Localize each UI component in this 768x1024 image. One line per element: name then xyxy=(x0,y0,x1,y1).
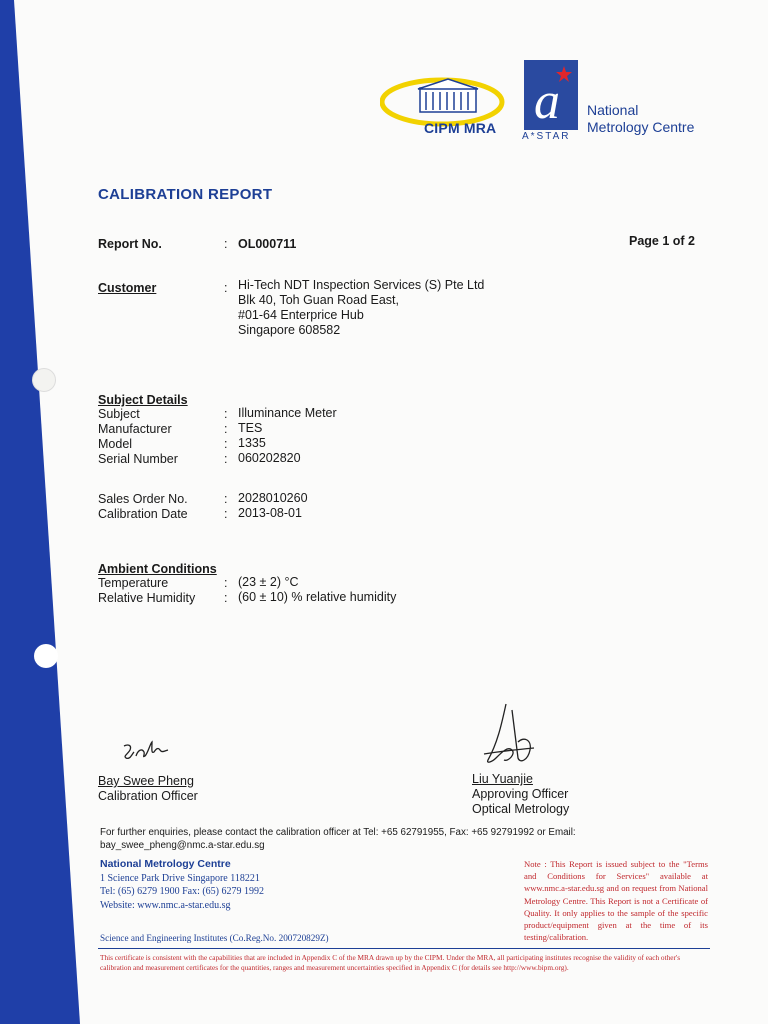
ambient-values xyxy=(238,575,396,605)
field-label: Subject xyxy=(98,407,140,421)
footer-website: Website: www.nmc.a-star.edu.sg xyxy=(100,899,231,911)
ambient-conditions-heading: Ambient Conditions xyxy=(98,562,217,576)
footer-address-line: 1 Science Park Drive Singapore 118221 xyxy=(100,872,260,884)
calibration-officer-name: Bay Swee Pheng xyxy=(98,774,194,788)
report-no-value: OL000711 xyxy=(238,237,297,251)
astar-logo xyxy=(524,60,578,130)
left-blue-band xyxy=(0,0,80,1024)
field-value: Illuminance Meter xyxy=(238,406,337,420)
footer-note: Note : This Report is issued subject to the "Terms and Conditions for Services" available at www.nmc.a-star.edu.sg and on request from National Metrology Centre. This Report is not a Certificate of Quality. It only applies to the sample of the specific product/equipment given at the time of its testing/calibration. xyxy=(524,859,708,943)
calibration-officer-role: Calibration Officer xyxy=(98,789,198,803)
footer-institutes: Science and Engineering Institutes (Co.Reg.No. 200720829Z) xyxy=(100,933,329,943)
approving-officer-dept: Optical Metrology xyxy=(472,802,570,816)
footer-divider xyxy=(98,948,710,949)
enquiry-text xyxy=(100,826,620,852)
temperature-value: (23 ± 2) °C xyxy=(238,575,299,589)
footer-address xyxy=(100,858,264,912)
field-label: Sales Order No. xyxy=(98,492,188,506)
footer-org: National Metrology Centre xyxy=(100,858,231,870)
cipm-mra-text: CIPM MRA xyxy=(424,120,497,136)
nmc-logo-line1: National xyxy=(587,102,639,118)
order-values xyxy=(238,491,308,521)
field-value: 060202820 xyxy=(238,451,301,465)
approving-officer-block xyxy=(472,772,569,817)
calibration-date-value: 2013-08-01 xyxy=(238,506,302,520)
colon: : xyxy=(224,281,228,295)
signature-approving-officer xyxy=(478,702,538,770)
enquiry-line: For further enquiries, please contact the calibration officer at Tel: +65 62791955, Fax: +65 92791992 or Email: xyxy=(100,827,576,838)
report-no-label: Report No. xyxy=(98,237,162,251)
field-label: Temperature xyxy=(98,576,169,590)
customer-label: Customer xyxy=(98,281,157,295)
field-value: 1335 xyxy=(238,436,266,450)
customer-line: Singapore 608582 xyxy=(238,323,341,337)
field-label: Calibration Date xyxy=(98,507,188,521)
binder-hole-top xyxy=(32,368,56,392)
cipm-mra-logo xyxy=(380,76,510,138)
approving-officer-role: Approving Officer xyxy=(472,787,569,801)
field-value: TES xyxy=(238,421,263,435)
approving-officer-name: Liu Yuanjie xyxy=(472,772,533,786)
field-label: Manufacturer xyxy=(98,422,172,436)
subject-values xyxy=(238,406,337,466)
enquiry-email: bay_swee_pheng@nmc.a-star.edu.sg xyxy=(100,840,265,851)
calibration-officer-block xyxy=(98,774,198,804)
subject-labels xyxy=(98,407,178,467)
order-colons: : : xyxy=(224,492,228,521)
humidity-value: (60 ± 10) % relative humidity xyxy=(238,590,397,604)
field-label: Serial Number xyxy=(98,452,178,466)
subject-details-heading: Subject Details xyxy=(98,393,188,407)
field-label: Model xyxy=(98,437,133,451)
field-label: Relative Humidity xyxy=(98,591,196,605)
svg-text:a: a xyxy=(534,73,560,130)
colon: : xyxy=(224,237,228,251)
subject-colons: : : : : xyxy=(224,407,228,466)
sales-order-value: 2028010260 xyxy=(238,491,308,505)
page-indicator: Page 1 of 2 xyxy=(629,234,695,248)
order-labels xyxy=(98,492,188,522)
binder-hole-bottom xyxy=(34,644,58,668)
ambient-colons: : : xyxy=(224,576,228,605)
customer-line: Blk 40, Toh Guan Road East, xyxy=(238,293,399,307)
footer-certificate-statement: This certificate is consistent with the capabilities that are included in Appendix C of the MRA drawn up by the CIPM. Under the MRA, all participating institutes recognise the validity of each other's calibration and measurement certificates for the quantities, ranges and measurement uncertainties specified in Appendix C (for details see http://www.bipm.org). xyxy=(100,953,681,972)
nmc-logo-line2: Metrology Centre xyxy=(587,119,695,135)
ambient-labels xyxy=(98,576,195,606)
customer-line: Hi-Tech NDT Inspection Services (S) Pte Ltd xyxy=(238,278,485,292)
nmc-logo-text xyxy=(587,102,694,136)
customer-address xyxy=(238,278,484,338)
footer-tel-fax: Tel: (65) 6279 1900 Fax: (65) 6279 1992 xyxy=(100,886,265,897)
report-title: CALIBRATION REPORT xyxy=(98,186,273,203)
signature-calibration-officer xyxy=(118,736,188,766)
customer-line: #01-64 Enterprice Hub xyxy=(238,308,364,322)
astar-label: A*STAR xyxy=(522,131,571,142)
astar-a-icon xyxy=(524,60,578,130)
